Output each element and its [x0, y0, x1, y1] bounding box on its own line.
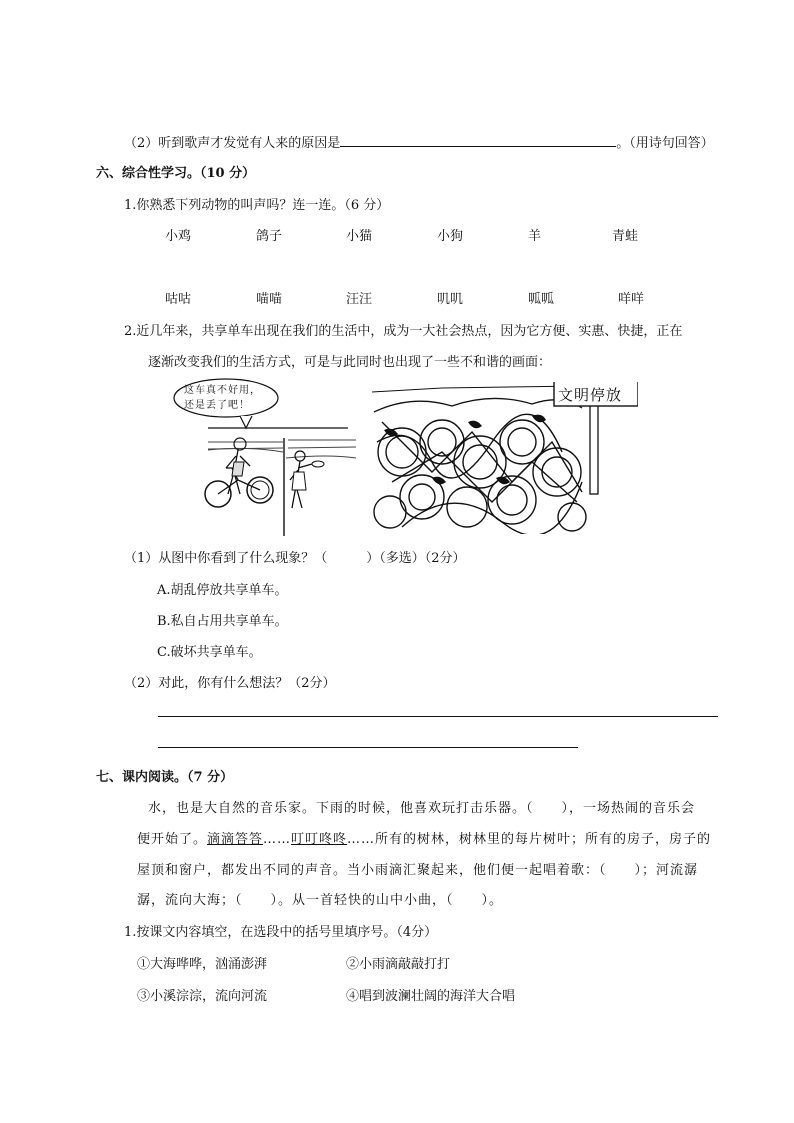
illustration-messy-bikes — [372, 382, 638, 534]
section6-title: 六、综合性学习。（10 分） — [96, 166, 256, 181]
option-c[interactable]: C.破坏共享单车。 — [157, 645, 262, 660]
answer-line-1[interactable] — [158, 716, 718, 717]
choice-1: ①大海哗哗，汹涌澎湃 — [137, 957, 268, 972]
answer-line-2[interactable] — [158, 747, 578, 748]
animal-pigeon[interactable]: 鸽子 — [256, 229, 283, 244]
choice-2: ②小雨滴敲敲打打 — [346, 957, 451, 972]
animal-cat[interactable]: 小猫 — [346, 229, 373, 244]
passage-onomatopoeia-2: 叮叮咚咚 — [291, 832, 348, 847]
section6-q2-sub1: （1）从图中你看到了什么现象？（ ）（多选）（2分） — [124, 551, 466, 566]
passage-line-2 — [137, 828, 711, 847]
section6-q2-sub2: （2）对此，你有什么想法？（2分） — [124, 676, 336, 691]
passage-line-2-e: ……所有的树林，树林里的每片树叶；所有的房子，房子的 — [347, 832, 712, 847]
choice-4: ④唱到波澜壮阔的海洋大合唱 — [346, 989, 516, 1004]
sound-gugu[interactable]: 咕咕 — [165, 292, 192, 307]
illustration-abandoned-bike — [168, 376, 358, 536]
bubble-text-1: 这车真不好用， — [184, 385, 261, 396]
passage-line-3: 屋顶和窗户，都发出不同的声音。当小雨滴汇聚起来，他们便一起唱着歌：（ ）；河流潺 — [137, 863, 699, 878]
section7-title: 七、课内阅读。（7 分） — [96, 770, 234, 785]
animal-dog[interactable]: 小狗 — [437, 229, 464, 244]
q5-2-suffix: 。（用诗句回答） — [616, 136, 714, 151]
sound-wangwang[interactable]: 汪汪 — [346, 292, 373, 307]
animal-chick[interactable]: 小鸡 — [165, 229, 192, 244]
passage-onomatopoeia-1: 滴滴答答 — [207, 832, 264, 847]
animal-frog[interactable]: 青蛙 — [612, 229, 639, 244]
q5-2-answer-blank[interactable] — [340, 132, 616, 147]
passage-line-2-a: 便开始了。 — [137, 832, 208, 847]
sound-guagua[interactable]: 呱呱 — [528, 292, 555, 307]
section6-q2-line2: 逐渐改变我们的生活方式，可是与此同时也出现了一些不和谐的画面： — [148, 355, 552, 370]
civilized-parking-sign: 文明停放 — [558, 386, 623, 404]
sound-miemie[interactable]: 咩咩 — [618, 292, 645, 307]
passage-line-4: 潺，流向大海；（ ）。从一首轻快的山中小曲，（ ）。 — [137, 893, 504, 908]
section6-q2-line1: 2.近几年来，共享单车出现在我们的生活中，成为一大社会热点，因为它方便、实惠、快捷，正在 — [124, 324, 683, 339]
sound-miaomiao[interactable]: 喵喵 — [256, 292, 283, 307]
passage-line-2-c: …… — [263, 832, 292, 847]
q5-2-prefix: （2）听到歌声才发觉有人来的原因是 — [124, 136, 341, 151]
animal-sheep[interactable]: 羊 — [528, 229, 542, 244]
option-b[interactable]: B.私自占用共享单车。 — [157, 614, 288, 629]
sound-jiji[interactable]: 叽叽 — [437, 292, 464, 307]
choice-3: ③小溪淙淙，流向河流 — [137, 989, 268, 1004]
option-a[interactable]: A.胡乱停放共享单车。 — [157, 583, 288, 598]
section7-q1-text: 1.按课文内容填空，在选段中的括号里填序号。（4分） — [124, 925, 438, 940]
q5-2-line — [124, 132, 714, 151]
section6-q1-text: 1.你熟悉下列动物的叫声吗？连一连。（6 分） — [124, 198, 390, 213]
bubble-text-2: 还是丢了吧！ — [184, 400, 250, 411]
passage-line-1: 水，也是大自然的音乐家。下雨的时候，他喜欢玩打击乐器。（ ），一场热闹的音乐会 — [148, 801, 696, 816]
